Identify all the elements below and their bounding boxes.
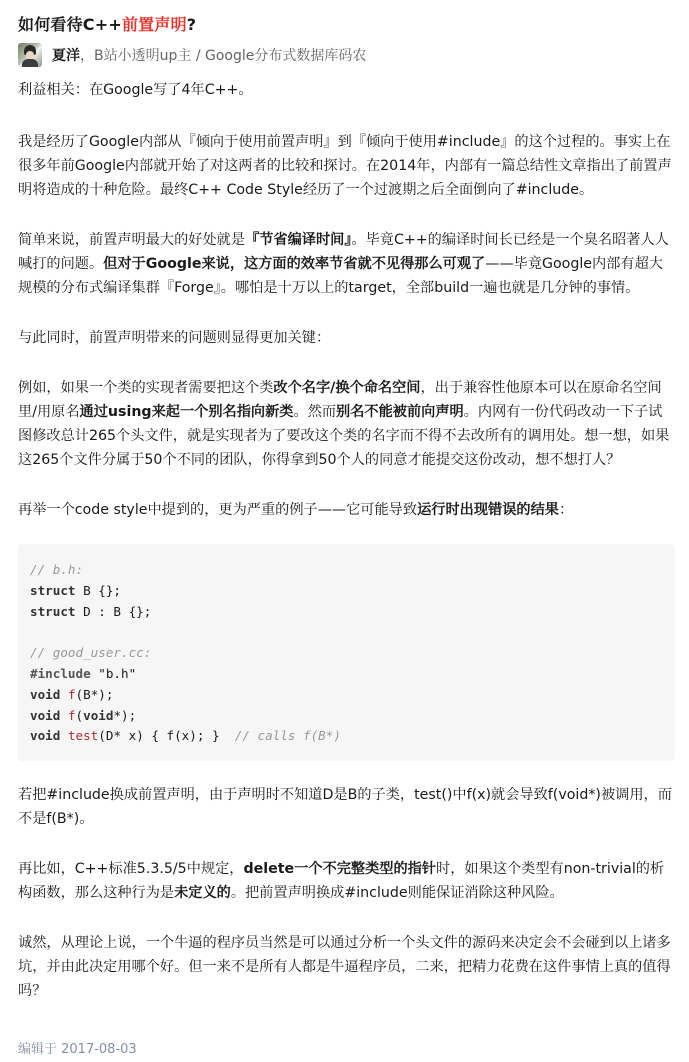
paragraph-4: 与此同时，前置声明带来的问题则显得更加关键：: [18, 330, 331, 346]
bold-text: 改个名字/换个命名空间: [273, 380, 421, 396]
code-text: B {};: [75, 582, 121, 598]
code-text: (D* x) { f(x); }: [98, 728, 235, 744]
code-keyword: void: [30, 728, 61, 744]
bold-text: 运行时出现错误的结果: [417, 502, 559, 518]
code-line: [30, 560, 663, 581]
bold-text: delete一个不完整类型的指针: [243, 861, 437, 878]
paragraph-1: 利益相关：在Google写了4年C++。: [18, 82, 253, 98]
code-function: test: [67, 728, 99, 744]
text: 。把前置声明换成#include则能保证消除这种风险。: [230, 885, 564, 902]
code-keyword: void: [83, 707, 114, 723]
bold-text: 别名不能被前向声明: [336, 404, 464, 420]
code-text: *);: [113, 707, 137, 723]
code-comment: // good_user.cc:: [30, 645, 152, 661]
avatar[interactable]: [18, 43, 42, 67]
code-comment: // calls f(B*): [234, 728, 341, 744]
title-highlight: 前置声明: [121, 15, 187, 34]
bold-text: 未定义的: [174, 885, 231, 902]
paragraph-9: 诚然，从理论上说，一个牛逼的程序员当然是可以通过分析一个头文件的源码来决定会不会碰到以上诸多坑，并由此决定用哪个好。但一来不是所有人都是牛逼程序员，二来，把精力花费在这件事情上真的值得吗？: [18, 935, 671, 1000]
code-preprocessor: #include: [30, 665, 91, 681]
code-line: [30, 643, 663, 664]
code-keyword: struct: [30, 603, 76, 619]
code-comment: // b.h:: [30, 562, 84, 577]
text: 。内网有一份代码改动一下子试图修改总计265个头文件，就是实现者为了要改这个类的名字而不得不去改所有的调用处。想一想，如果这265个文件分属于50个不同的团队，你得拿到50个人的同意才能提交这份改动，想不想打人？: [18, 404, 670, 468]
paragraph-3: [18, 228, 675, 300]
text: 。毕竟C++的编译时间长已经是一个臭名昭著人人喊打的问题。: [18, 232, 669, 272]
paragraph-2: 我是经历了Google内部从『倾向于使用前置声明』到『倾向于使用#include』的这个过程的。事实上在很多年前Google内部就开始了对这两者的比较和探讨。在2014年，内部有一篇总结性文章指出了前置声明将造成的十种危险。最终C++ Code Style经历了一个过渡期之后全面倒向了#include。: [18, 134, 672, 198]
code-line: [30, 602, 663, 623]
text: 时，如果这个类型有non-trivial的析构函数，那么这种行为是: [18, 861, 665, 902]
text: ，出于兼容性他原本可以在原命名空间里/用原名: [18, 380, 662, 420]
code-function: f: [67, 686, 76, 702]
code-line: [30, 664, 663, 685]
author-separator: ，: [80, 48, 94, 64]
bold-text: 但对于Google来说，这方面的效率节省就不见得那么可观了: [103, 256, 486, 272]
code-line-blank: [30, 622, 663, 643]
text: 例如，如果一个类的实现者需要把这个类: [18, 380, 274, 396]
code-text: (: [75, 707, 84, 723]
answer-content: [18, 78, 675, 1003]
author-name[interactable]: 夏洋: [52, 48, 80, 64]
code-line: [30, 581, 663, 602]
code-block[interactable]: [18, 544, 675, 761]
paragraph-5: [18, 376, 675, 472]
code-function: f: [67, 707, 76, 723]
author-bio: B站小透明up主 / Google分布式数据库码农: [94, 48, 367, 64]
text: ——毕竟Google内部有超大规模的分布式编译集群『Forge』。哪怕是十万以上的target，全部build一遍也就是几分钟的事情。: [18, 256, 663, 296]
title-suffix: ?: [186, 15, 197, 34]
code-keyword: void: [30, 707, 61, 723]
paragraph-8: [18, 857, 675, 905]
code-line: [30, 685, 663, 706]
text: 再比如，C++标准5.3.5/5中规定，: [18, 861, 244, 878]
code-line: [30, 706, 663, 727]
code-text: D : B {};: [75, 603, 152, 619]
paragraph-6: [18, 498, 675, 522]
code-keyword: struct: [30, 582, 76, 598]
title-prefix: 如何看待C++: [18, 15, 122, 34]
text: 简单来说，前置声明最大的好处就是: [18, 232, 246, 248]
edit-time: [18, 1038, 137, 1057]
code-keyword: void: [30, 686, 61, 702]
bold-text: 『节省编译时间』: [245, 232, 352, 248]
code-text: (B*);: [75, 686, 114, 702]
code-line: [30, 726, 663, 747]
bold-text: 通过using来起一个别名指向新类: [79, 404, 294, 420]
question-title[interactable]: [18, 0, 675, 36]
text: 。然而: [293, 404, 337, 420]
code-text: "b.h": [90, 665, 137, 681]
author-info: [18, 42, 675, 68]
edit-time-link[interactable]: 编辑于 2017-08-03: [18, 1042, 137, 1057]
text: 再举一个code style中提到的，更为严重的例子——它可能导致: [18, 502, 418, 518]
avatar-body: [22, 59, 38, 67]
paragraph-7: 若把#include换成前置声明，由于声明时不知道D是B的子类，test()中f(x)就会导致f(void*)被调用，而不是f(B*)。: [18, 787, 672, 828]
text: ：: [558, 502, 574, 518]
